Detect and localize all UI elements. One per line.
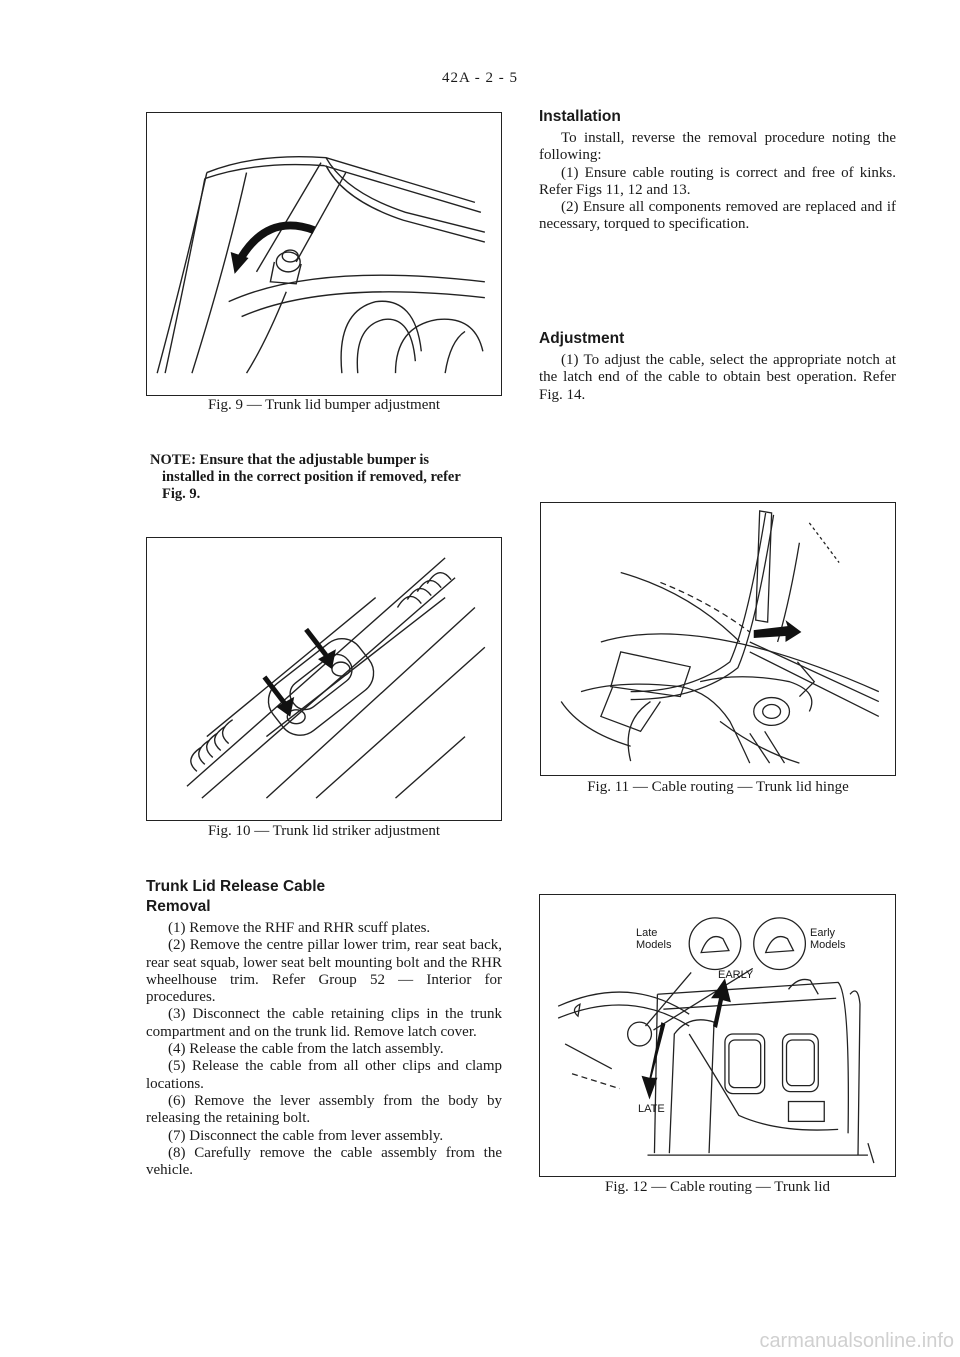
cable-routing-hinge-drawing bbox=[541, 503, 895, 775]
watermark: carmanualsonline.info bbox=[759, 1330, 954, 1352]
removal-step-2: (2) Remove the centre pillar lower trim, rear seat back, rear seat squab, lower seat belt mounting bolt and the RHR wheelhouse trim. Refer Group 52 — Interior for procedures. bbox=[146, 937, 502, 1006]
installation-intro: To install, reverse the removal procedure noting the following: bbox=[539, 130, 896, 164]
page-number: 42A - 2 - 5 bbox=[442, 70, 518, 86]
label-late: Late bbox=[636, 927, 658, 939]
removal-step-6: (6) Remove the lever assembly from the body by releasing the retaining bolt. bbox=[146, 1092, 502, 1127]
label-late-models bbox=[636, 927, 671, 951]
figure-11-illustration bbox=[540, 502, 896, 776]
installation-step-1: (1) Ensure cable routing is correct and free of kinks. Refer Figs 11, 12 and 13. bbox=[539, 164, 896, 198]
note-block bbox=[150, 452, 495, 503]
figure-9-caption: Fig. 9 — Trunk lid bumper adjustment bbox=[207, 397, 441, 413]
removal-step-1: (1) Remove the RHF and RHR scuff plates. bbox=[168, 920, 431, 936]
subheading-installation: Installation bbox=[539, 108, 621, 125]
note-line-1: NOTE: Ensure that the adjustable bumper is bbox=[150, 452, 430, 468]
subheading-removal: Removal bbox=[146, 898, 211, 915]
label-early: Early bbox=[810, 927, 836, 939]
installation-text bbox=[539, 130, 896, 234]
figure-12-caption: Fig. 12 — Cable routing — Trunk lid bbox=[604, 1179, 831, 1195]
removal-step-4: (4) Release the cable from the latch assembly. bbox=[168, 1041, 444, 1058]
figure-11-caption: Fig. 11 — Cable routing — Trunk lid hinge bbox=[587, 779, 849, 795]
figure-10-caption: Fig. 10 — Trunk lid striker adjustment bbox=[207, 823, 441, 839]
removal-step-3: (3) Disconnect the cable retaining clips in the trunk compartment and on the trunk lid. Remove latch cover. bbox=[146, 1006, 502, 1040]
removal-step-8: (8) Carefully remove the cable assembly from the vehicle. bbox=[146, 1144, 502, 1179]
label-late-caps: LATE bbox=[638, 1103, 665, 1115]
adjustment-step-1: (1) To adjust the cable, select the appropriate notch at the latch end of the cable to obtain best operation. Refer Fig. 14. bbox=[539, 352, 896, 403]
subheading-adjustment: Adjustment bbox=[539, 330, 625, 347]
trunk-lid-bumper-drawing bbox=[147, 113, 501, 395]
section-heading-release-cable: Trunk Lid Release Cable bbox=[146, 878, 326, 895]
note-line-3: Fig. 9. bbox=[162, 486, 201, 502]
figure-9-illustration bbox=[146, 112, 502, 396]
label-early-models-word: Models bbox=[810, 939, 846, 951]
figure-10-illustration bbox=[146, 537, 502, 821]
label-late-models-word: Models bbox=[636, 939, 672, 951]
adjustment-text bbox=[539, 352, 896, 404]
figure-12-illustration bbox=[539, 894, 896, 1177]
removal-step-7: (7) Disconnect the cable from lever assembly. bbox=[168, 1127, 444, 1144]
note-line-2: installed in the correct position if removed, refer bbox=[162, 469, 461, 485]
installation-step-2: (2) Ensure all components removed are replaced and if necessary, torqued to specification. bbox=[539, 199, 896, 233]
removal-steps bbox=[146, 920, 502, 1179]
label-early-caps: EARLY bbox=[718, 969, 754, 981]
removal-step-5: (5) Release the cable from all other clips and clamp locations. bbox=[146, 1058, 502, 1092]
label-early-models bbox=[810, 927, 845, 951]
trunk-lid-striker-drawing bbox=[147, 538, 501, 820]
